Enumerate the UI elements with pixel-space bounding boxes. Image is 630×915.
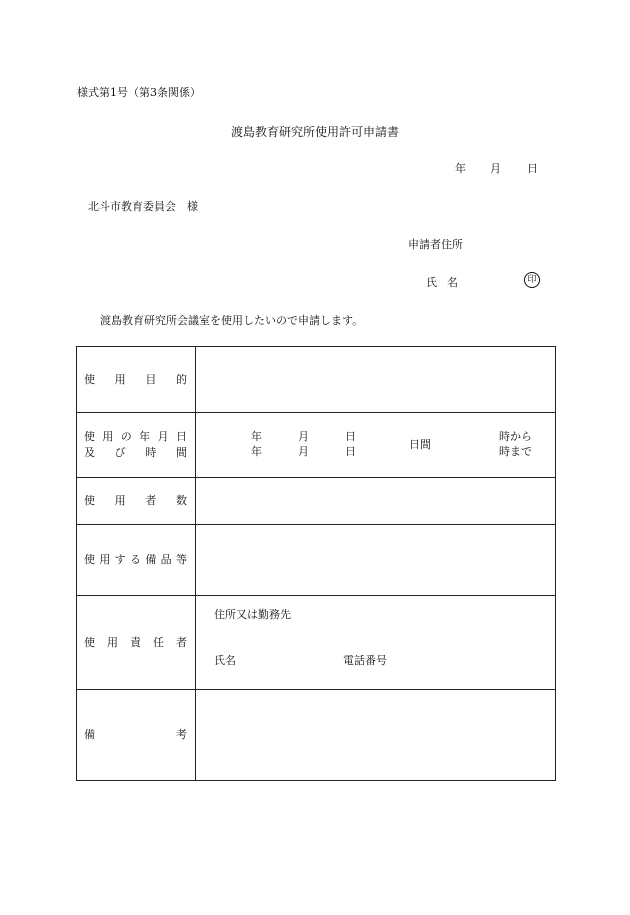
users-field[interactable] [196, 478, 556, 525]
applicant-name-label: 氏名 [426, 276, 468, 289]
responsible-address-label: 住所又は勤務先 [214, 608, 291, 621]
row-users [77, 478, 556, 525]
equipment-field[interactable] [196, 525, 556, 596]
remarks-field[interactable] [196, 690, 556, 781]
remarks-label: 備 考 [77, 690, 196, 781]
purpose-label: 使 用 目 的 [77, 347, 196, 413]
row-datetime [77, 413, 556, 478]
start-day: 日 [345, 430, 356, 443]
responsible-phone-label: 電話番号 [343, 654, 387, 667]
row-purpose [77, 347, 556, 413]
addressee: 北斗市教育委員会 様 [88, 200, 198, 213]
request-text: 渡島教育研究所会議室を使用したいので申請します。 [100, 314, 364, 327]
applicant-address-label: 申請者住所 [408, 238, 463, 251]
document-title: 渡島教育研究所使用許可申請書 [230, 125, 399, 139]
equipment-label: 使 用 す る 備 品 等 [77, 525, 196, 596]
time-to: 時まで [499, 445, 532, 458]
form-number: 様式第1号（第3条関係） [77, 86, 201, 99]
time-from: 時から [499, 430, 532, 443]
end-month: 月 [298, 445, 309, 458]
responsible-label: 使 用 責 任 者 [77, 596, 196, 690]
users-label: 使 用 者 数 [77, 478, 196, 525]
purpose-field[interactable] [196, 347, 556, 413]
start-year: 年 [251, 430, 262, 443]
row-remarks [77, 690, 556, 781]
datetime-label: 使 用 の 年 月 日 及 び 時 間 [77, 413, 196, 478]
days-count: 日間 [409, 438, 431, 451]
date-month: 月 [490, 162, 501, 175]
date-day: 日 [527, 162, 538, 175]
start-month: 月 [298, 430, 309, 443]
seal-mark: 印 [524, 272, 540, 288]
datetime-field[interactable] [196, 413, 556, 478]
row-equipment [77, 525, 556, 596]
responsible-field[interactable] [196, 596, 556, 690]
row-responsible [77, 596, 556, 690]
date-year: 年 [455, 162, 466, 175]
responsible-name-label: 氏名 [214, 654, 236, 667]
end-year: 年 [251, 445, 262, 458]
application-table [76, 346, 556, 781]
end-day: 日 [345, 445, 356, 458]
